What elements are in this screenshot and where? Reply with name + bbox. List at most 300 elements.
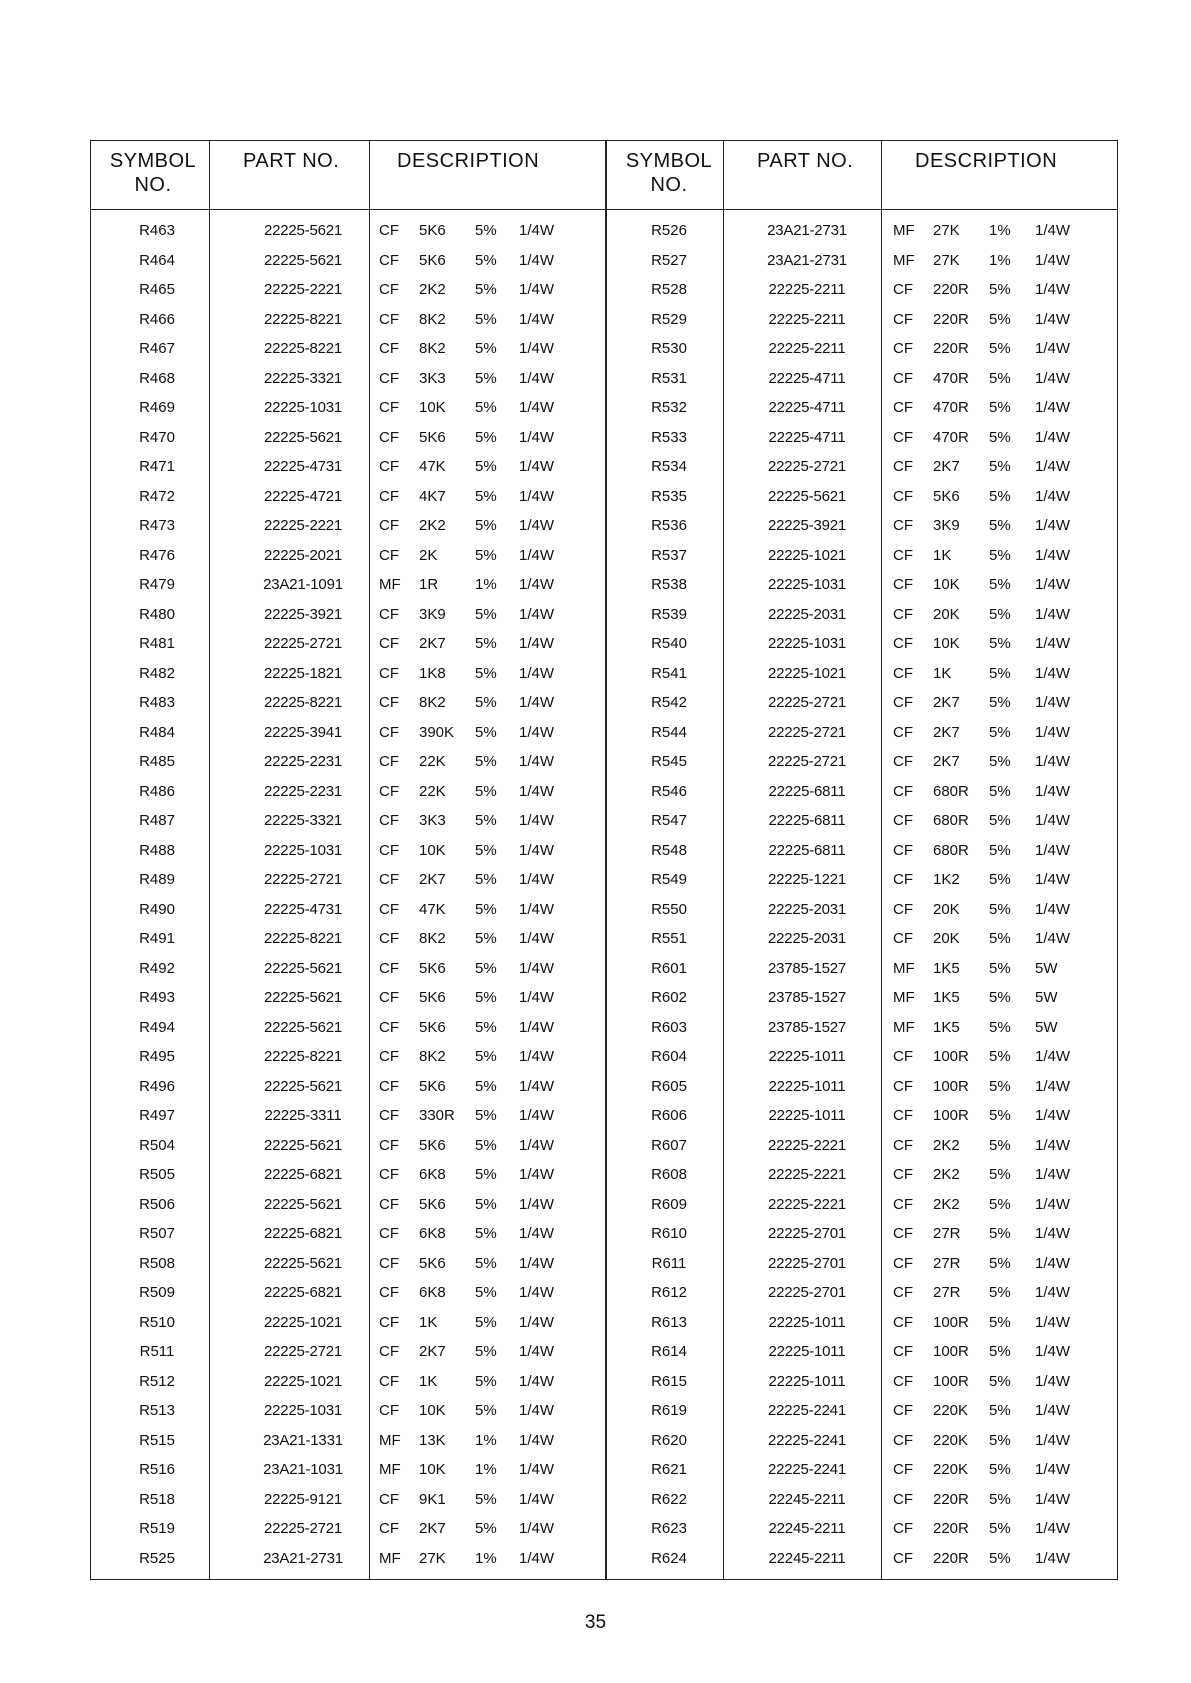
symbol-no-cell: R533 — [651, 428, 687, 446]
resistance-value-cell: 1K5 — [933, 959, 960, 977]
tolerance-cell: 5% — [475, 635, 497, 652]
resistor-type-cell: CF — [379, 989, 399, 1006]
tolerance-cell: 5% — [989, 1225, 1011, 1242]
wattage-cell: 1/4W — [1035, 812, 1071, 829]
resistor-type-cell: CF — [379, 1402, 399, 1419]
resistance-value-cell: 100R — [933, 1372, 969, 1390]
resistance-value-cell: 220K — [933, 1461, 969, 1478]
wattage-cell: 5W — [1035, 989, 1058, 1006]
resistor-type-cell: CF — [893, 428, 913, 446]
wattage-cell: 1/4W — [1035, 723, 1071, 741]
resistor-type-cell: CF — [893, 664, 913, 682]
resistance-value-cell: 8K2 — [419, 1048, 446, 1065]
table-row — [91, 1224, 1117, 1254]
resistance-value-cell: 5K6 — [419, 959, 446, 977]
symbol-no-cell: R621 — [651, 1461, 687, 1478]
resistor-type-cell: CF — [893, 1254, 913, 1272]
symbol-no-cell: R525 — [139, 1549, 175, 1567]
wattage-cell: 1/4W — [1035, 1549, 1071, 1567]
resistor-type-cell: MF — [379, 576, 401, 593]
header-part-no-left: PART NO. — [243, 150, 340, 172]
part-no-cell: 22225-5621 — [263, 251, 343, 269]
tolerance-cell: 5% — [475, 1195, 497, 1213]
wattage-cell: 1/4W — [519, 871, 555, 888]
symbol-no-cell: R508 — [139, 1254, 175, 1272]
wattage-cell: 1/4W — [1035, 1195, 1071, 1213]
resistor-type-cell: CF — [893, 694, 913, 711]
resistance-value-cell: 3K9 — [933, 517, 960, 534]
symbol-no-cell: R605 — [651, 1077, 687, 1095]
symbol-no-cell: R470 — [139, 428, 175, 446]
tolerance-cell: 5% — [989, 1343, 1011, 1360]
symbol-no-cell: R512 — [139, 1372, 175, 1390]
table-row — [91, 634, 1117, 664]
resistance-value-cell: 2K7 — [933, 694, 960, 711]
wattage-cell: 1/4W — [1035, 222, 1071, 239]
tolerance-cell: 5% — [989, 310, 1011, 328]
tolerance-cell: 5% — [475, 871, 497, 888]
symbol-no-cell: R473 — [139, 517, 175, 534]
symbol-no-cell: R492 — [139, 959, 175, 977]
resistor-type-cell: CF — [379, 1254, 399, 1272]
resistance-value-cell: 2K2 — [933, 1136, 960, 1154]
resistor-type-cell: CF — [379, 1195, 399, 1213]
table-row — [91, 870, 1117, 900]
part-no-cell: 22225-6811 — [768, 841, 846, 859]
resistor-type-cell: CF — [379, 281, 399, 298]
resistance-value-cell: 2K2 — [933, 1195, 960, 1213]
symbol-no-cell: R551 — [651, 930, 687, 947]
table-row — [91, 1106, 1117, 1136]
resistor-type-cell: CF — [893, 487, 913, 505]
resistance-value-cell: 220R — [933, 1549, 969, 1567]
wattage-cell: 1/4W — [519, 310, 555, 328]
part-no-cell: 22225-2221 — [767, 1166, 847, 1183]
header-description-left: DESCRIPTION — [397, 150, 540, 172]
resistor-type-cell: CF — [379, 340, 399, 357]
part-no-cell: 22225-2721 — [767, 723, 847, 741]
symbol-no-cell: R531 — [651, 369, 687, 387]
tolerance-cell: 5% — [475, 959, 497, 977]
part-no-cell: 23A21-1031 — [263, 1461, 343, 1478]
resistance-value-cell: 470R — [933, 399, 969, 416]
part-no-cell: 22225-8221 — [263, 694, 343, 711]
tolerance-cell: 5% — [989, 1402, 1011, 1419]
resistor-type-cell: MF — [893, 222, 915, 239]
wattage-cell: 1/4W — [519, 989, 555, 1006]
resistor-type-cell: CF — [893, 900, 913, 918]
resistance-value-cell: 5K6 — [419, 1254, 446, 1272]
page-number: 35 — [584, 1612, 607, 1633]
wattage-cell: 1/4W — [519, 1343, 555, 1360]
resistance-value-cell: 27R — [933, 1254, 961, 1272]
symbol-no-cell: R536 — [651, 517, 687, 534]
symbol-no-cell: R608 — [651, 1166, 687, 1183]
wattage-cell: 1/4W — [1035, 399, 1071, 416]
resistor-type-cell: CF — [893, 1520, 913, 1537]
resistance-value-cell: 1K8 — [419, 664, 446, 682]
symbol-no-cell: R490 — [139, 900, 175, 918]
table-row — [91, 988, 1117, 1018]
tolerance-cell: 5% — [989, 1313, 1011, 1331]
resistor-type-cell: CF — [379, 1313, 399, 1331]
resistor-type-cell: CF — [379, 1520, 399, 1537]
resistor-type-cell: CF — [893, 399, 913, 416]
symbol-no-cell: R529 — [651, 310, 687, 328]
wattage-cell: 1/4W — [1035, 546, 1071, 564]
resistor-type-cell: CF — [379, 546, 399, 564]
resistor-type-cell: CF — [893, 871, 913, 888]
tolerance-cell: 1% — [475, 1431, 497, 1449]
resistor-type-cell: CF — [379, 1166, 399, 1183]
resistor-type-cell: CF — [379, 1490, 399, 1508]
part-no-cell: 22225-4731 — [263, 458, 343, 475]
part-no-cell: 22225-1031 — [767, 635, 847, 652]
tolerance-cell: 5% — [989, 664, 1011, 682]
wattage-cell: 5W — [1035, 1018, 1058, 1036]
symbol-no-cell: R464 — [139, 251, 175, 269]
wattage-cell: 1/4W — [1035, 694, 1071, 711]
resistance-value-cell: 5K6 — [419, 1136, 446, 1154]
resistance-value-cell: 1K — [933, 664, 952, 682]
resistance-value-cell: 1K — [419, 1372, 438, 1390]
wattage-cell: 1/4W — [519, 428, 555, 446]
tolerance-cell: 5% — [475, 1490, 497, 1508]
resistor-type-cell: CF — [379, 812, 399, 829]
symbol-no-cell: R515 — [139, 1431, 175, 1449]
part-no-cell: 22225-2211 — [768, 340, 846, 357]
wattage-cell: 1/4W — [519, 1313, 555, 1331]
symbol-no-cell: R548 — [651, 841, 687, 859]
resistance-value-cell: 5K6 — [419, 251, 446, 269]
part-no-cell: 22225-4731 — [263, 900, 343, 918]
tolerance-cell: 5% — [475, 222, 497, 239]
resistor-type-cell: CF — [893, 635, 913, 652]
symbol-no-cell: R507 — [139, 1225, 175, 1242]
part-no-cell: 22225-2231 — [263, 782, 343, 800]
table-row — [91, 1313, 1117, 1343]
wattage-cell: 1/4W — [1035, 782, 1071, 800]
table-row — [91, 1254, 1117, 1284]
symbol-no-cell: R465 — [139, 281, 175, 298]
resistor-type-cell: MF — [893, 251, 915, 269]
resistance-value-cell: 8K2 — [419, 694, 446, 711]
resistor-type-cell: CF — [379, 458, 399, 475]
wattage-cell: 1/4W — [519, 517, 555, 534]
resistor-type-cell: CF — [893, 753, 913, 770]
resistance-value-cell: 680R — [933, 812, 969, 829]
resistor-type-cell: CF — [893, 369, 913, 387]
symbol-no-cell: R491 — [139, 930, 175, 947]
part-no-cell: 22225-2221 — [263, 517, 343, 534]
wattage-cell: 1/4W — [519, 930, 555, 947]
header-divider — [91, 209, 1117, 210]
wattage-cell: 1/4W — [519, 1225, 555, 1242]
tolerance-cell: 5% — [475, 605, 497, 623]
symbol-no-cell: R535 — [651, 487, 687, 505]
wattage-cell: 1/4W — [1035, 487, 1071, 505]
tolerance-cell: 5% — [989, 694, 1011, 711]
symbol-no-cell: R479 — [139, 576, 175, 593]
table-row — [91, 959, 1117, 989]
wattage-cell: 1/4W — [1035, 1077, 1071, 1095]
symbol-no-cell: R612 — [651, 1284, 687, 1301]
resistance-value-cell: 10K — [419, 399, 446, 416]
wattage-cell: 1/4W — [1035, 605, 1071, 623]
wattage-cell: 5W — [1035, 959, 1058, 977]
symbol-no-cell: R614 — [651, 1343, 687, 1360]
table-row — [91, 1401, 1117, 1431]
part-no-cell: 22225-1031 — [263, 1402, 343, 1419]
header-symbol-label: SYMBOL — [625, 150, 713, 172]
symbol-no-cell: R538 — [651, 576, 687, 593]
table-row — [91, 251, 1117, 281]
part-no-cell: 23A21-2731 — [263, 1549, 343, 1567]
tolerance-cell: 5% — [989, 399, 1011, 416]
wattage-cell: 1/4W — [519, 1372, 555, 1390]
table-row — [91, 605, 1117, 635]
wattage-cell: 1/4W — [519, 1107, 555, 1124]
table-row — [91, 929, 1117, 959]
tolerance-cell: 5% — [989, 1018, 1011, 1036]
resistor-type-cell: CF — [893, 310, 913, 328]
resistance-value-cell: 8K2 — [419, 340, 446, 357]
wattage-cell: 1/4W — [1035, 576, 1071, 593]
wattage-cell: 1/4W — [519, 635, 555, 652]
wattage-cell: 1/4W — [519, 340, 555, 357]
resistor-type-cell: CF — [893, 1431, 913, 1449]
part-no-cell: 22225-2721 — [767, 694, 847, 711]
tolerance-cell: 5% — [475, 694, 497, 711]
resistance-value-cell: 470R — [933, 369, 969, 387]
resistance-value-cell: 100R — [933, 1313, 969, 1331]
symbol-no-cell: R506 — [139, 1195, 175, 1213]
tolerance-cell: 5% — [989, 1077, 1011, 1095]
resistance-value-cell: 6K8 — [419, 1225, 446, 1242]
symbol-no-cell: R496 — [139, 1077, 175, 1095]
wattage-cell: 1/4W — [519, 753, 555, 770]
symbol-no-cell: R532 — [651, 399, 687, 416]
tolerance-cell: 1% — [989, 251, 1011, 269]
tolerance-cell: 5% — [475, 753, 497, 770]
symbol-no-cell: R472 — [139, 487, 175, 505]
part-no-cell: 22225-2721 — [263, 1343, 343, 1360]
tolerance-cell: 5% — [475, 1372, 497, 1390]
symbol-no-cell: R505 — [139, 1166, 175, 1183]
table-row — [91, 457, 1117, 487]
tolerance-cell: 5% — [989, 1195, 1011, 1213]
symbol-no-cell: R495 — [139, 1048, 175, 1065]
resistance-value-cell: 1K5 — [933, 1018, 960, 1036]
resistor-type-cell: CF — [893, 281, 913, 298]
resistance-value-cell: 22K — [419, 782, 446, 800]
symbol-no-cell: R483 — [139, 694, 175, 711]
tolerance-cell: 5% — [989, 1107, 1011, 1124]
tolerance-cell: 5% — [475, 1077, 497, 1095]
resistor-type-cell: CF — [379, 959, 399, 977]
part-no-cell: 22225-5621 — [263, 1254, 343, 1272]
wattage-cell: 1/4W — [1035, 1461, 1071, 1478]
resistor-type-cell: MF — [379, 1549, 401, 1567]
resistance-value-cell: 47K — [419, 458, 446, 475]
tolerance-cell: 5% — [989, 930, 1011, 947]
tolerance-cell: 5% — [989, 723, 1011, 741]
resistance-value-cell: 2K7 — [933, 753, 960, 770]
wattage-cell: 1/4W — [519, 458, 555, 475]
tolerance-cell: 1% — [475, 1549, 497, 1567]
resistor-type-cell: CF — [379, 782, 399, 800]
part-no-cell: 22225-4711 — [768, 428, 846, 446]
tolerance-cell: 5% — [475, 1254, 497, 1272]
resistance-value-cell: 470R — [933, 428, 969, 446]
symbol-no-cell: R484 — [139, 723, 175, 741]
symbol-no-cell: R530 — [651, 340, 687, 357]
resistance-value-cell: 5K6 — [419, 1018, 446, 1036]
part-no-cell: 22225-2721 — [263, 635, 343, 652]
symbol-no-cell: R613 — [651, 1313, 687, 1331]
resistance-value-cell: 1K — [933, 546, 952, 564]
resistance-value-cell: 6K8 — [419, 1166, 446, 1183]
wattage-cell: 1/4W — [1035, 1254, 1071, 1272]
table-row — [91, 1519, 1117, 1549]
part-no-cell: 22225-8221 — [263, 310, 343, 328]
resistance-value-cell: 220R — [933, 1490, 969, 1508]
symbol-no-cell: R494 — [139, 1018, 175, 1036]
resistor-type-cell: CF — [893, 576, 913, 593]
resistance-value-cell: 220R — [933, 281, 969, 298]
part-no-cell: 22225-5621 — [263, 1077, 343, 1095]
wattage-cell: 1/4W — [1035, 1431, 1071, 1449]
tolerance-cell: 5% — [989, 1461, 1011, 1478]
symbol-no-cell: R513 — [139, 1402, 175, 1419]
resistance-value-cell: 330R — [419, 1107, 455, 1124]
part-no-cell: 23785-1527 — [767, 959, 847, 977]
part-no-cell: 22225-1011 — [768, 1343, 846, 1360]
resistance-value-cell: 2K7 — [933, 723, 960, 741]
resistance-value-cell: 3K3 — [419, 369, 446, 387]
tolerance-cell: 5% — [989, 1136, 1011, 1154]
table-row — [91, 1460, 1117, 1490]
table-row — [91, 664, 1117, 694]
symbol-no-cell: R601 — [651, 959, 687, 977]
resistance-value-cell: 220R — [933, 1520, 969, 1537]
resistance-value-cell: 220R — [933, 310, 969, 328]
tolerance-cell: 5% — [475, 1166, 497, 1183]
tolerance-cell: 5% — [989, 1254, 1011, 1272]
table-row — [91, 1165, 1117, 1195]
resistor-type-cell: CF — [893, 1284, 913, 1301]
symbol-no-cell: R471 — [139, 458, 175, 475]
wattage-cell: 1/4W — [519, 1431, 555, 1449]
symbol-no-cell: R611 — [651, 1254, 687, 1272]
resistor-type-cell: CF — [379, 841, 399, 859]
tolerance-cell: 5% — [989, 841, 1011, 859]
part-no-cell: 22225-2701 — [767, 1254, 847, 1272]
part-no-cell: 22225-1021 — [767, 546, 847, 564]
resistor-type-cell: CF — [379, 664, 399, 682]
part-no-cell: 22245-2211 — [768, 1490, 846, 1508]
tolerance-cell: 5% — [475, 517, 497, 534]
table-row — [91, 369, 1117, 399]
tolerance-cell: 1% — [475, 576, 497, 593]
symbol-no-cell: R488 — [139, 841, 175, 859]
header-no-label: NO. — [650, 174, 688, 196]
resistance-value-cell: 2K — [419, 546, 438, 564]
resistor-type-cell: CF — [893, 723, 913, 741]
part-no-cell: 22245-2211 — [768, 1549, 846, 1567]
symbol-no-cell: R550 — [651, 900, 687, 918]
symbol-no-cell: R516 — [139, 1461, 175, 1478]
symbol-no-cell: R602 — [651, 989, 687, 1006]
part-no-cell: 22225-3321 — [263, 369, 343, 387]
resistance-value-cell: 220K — [933, 1402, 969, 1419]
resistor-type-cell: CF — [379, 428, 399, 446]
symbol-no-cell: R511 — [139, 1343, 175, 1360]
part-no-cell: 23A21-2731 — [767, 222, 847, 239]
part-no-cell: 22225-1031 — [263, 399, 343, 416]
wattage-cell: 1/4W — [519, 546, 555, 564]
tolerance-cell: 5% — [475, 1136, 497, 1154]
part-no-cell: 22225-2031 — [767, 900, 847, 918]
wattage-cell: 1/4W — [519, 281, 555, 298]
wattage-cell: 1/4W — [1035, 1284, 1071, 1301]
part-no-cell: 22225-4711 — [768, 399, 846, 416]
part-no-cell: 22225-2211 — [768, 281, 846, 298]
symbol-no-cell: R481 — [139, 635, 175, 652]
resistor-type-cell: CF — [893, 1461, 913, 1478]
resistor-type-cell: CF — [379, 723, 399, 741]
part-no-cell: 22225-8221 — [263, 1048, 343, 1065]
resistance-value-cell: 100R — [933, 1107, 969, 1124]
wattage-cell: 1/4W — [1035, 1225, 1071, 1242]
table-row — [91, 1283, 1117, 1313]
table-row — [91, 546, 1117, 576]
resistance-value-cell: 220K — [933, 1431, 969, 1449]
wattage-cell: 1/4W — [519, 369, 555, 387]
tolerance-cell: 5% — [475, 369, 497, 387]
tolerance-cell: 1% — [989, 222, 1011, 239]
tolerance-cell: 5% — [475, 487, 497, 505]
tolerance-cell: 5% — [989, 753, 1011, 770]
symbol-no-cell: R504 — [139, 1136, 175, 1154]
resistor-type-cell: CF — [893, 841, 913, 859]
table-row — [91, 1490, 1117, 1520]
resistance-value-cell: 10K — [933, 576, 960, 593]
part-no-cell: 22225-4721 — [263, 487, 343, 505]
part-no-cell: 22225-2231 — [263, 753, 343, 770]
tolerance-cell: 5% — [989, 546, 1011, 564]
symbol-no-cell: R604 — [651, 1048, 687, 1065]
resistor-type-cell: CF — [379, 1136, 399, 1154]
header-description-right: DESCRIPTION — [915, 150, 1058, 172]
header-symbol-label: SYMBOL — [109, 150, 197, 172]
tolerance-cell: 5% — [989, 1431, 1011, 1449]
symbol-no-cell: R624 — [651, 1549, 687, 1567]
resistor-type-cell: CF — [379, 517, 399, 534]
symbol-no-cell: R615 — [651, 1372, 687, 1390]
tolerance-cell: 5% — [989, 605, 1011, 623]
wattage-cell: 1/4W — [1035, 930, 1071, 947]
tolerance-cell: 5% — [475, 782, 497, 800]
symbol-no-cell: R539 — [651, 605, 687, 623]
part-no-cell: 22225-1011 — [768, 1107, 846, 1124]
resistor-type-cell: CF — [893, 930, 913, 947]
part-no-cell: 23A21-2731 — [767, 251, 847, 269]
resistance-value-cell: 3K3 — [419, 812, 446, 829]
resistor-type-cell: MF — [893, 959, 915, 977]
symbol-no-cell: R619 — [651, 1402, 687, 1419]
symbol-no-cell: R537 — [651, 546, 687, 564]
